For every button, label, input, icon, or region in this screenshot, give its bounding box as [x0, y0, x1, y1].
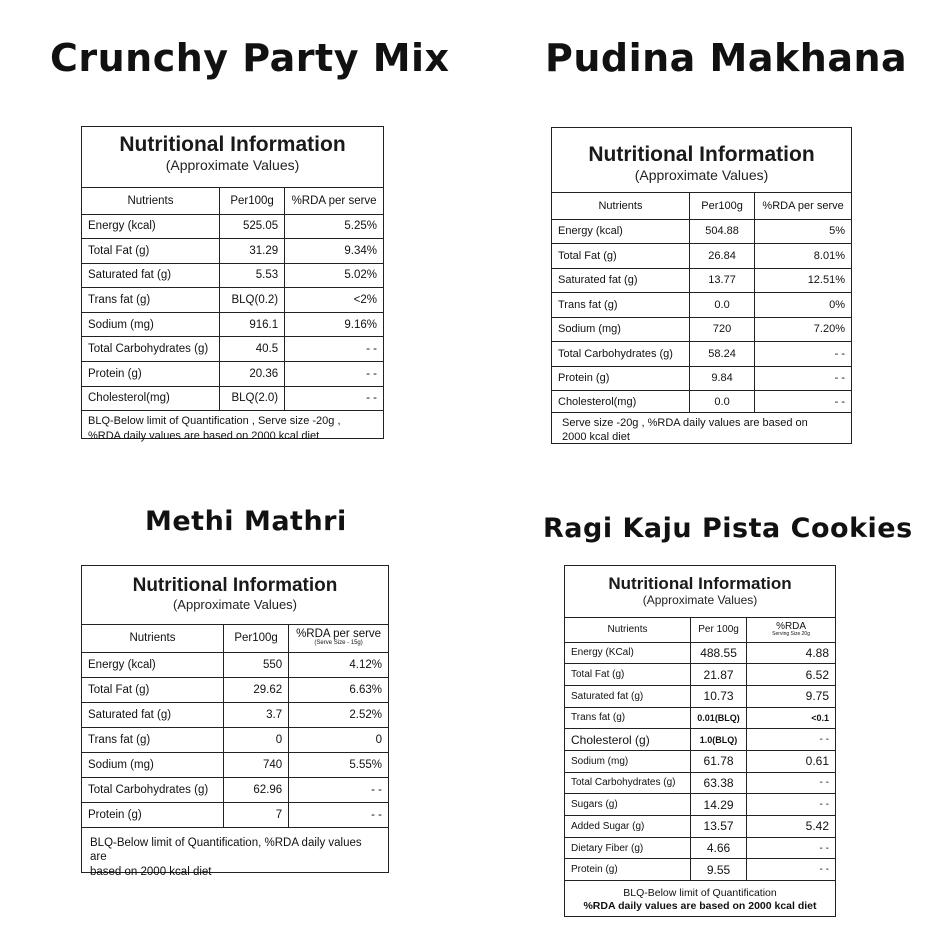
rda-value: 4.88 — [747, 642, 835, 664]
rda-value: - - — [289, 802, 388, 827]
nutrition-panel-pudina-makhana — [551, 127, 852, 444]
per-100g-value: 4.66 — [690, 837, 746, 859]
nutrient-name: Sugars (g) — [565, 794, 690, 816]
per-100g-value: 40.5 — [219, 337, 284, 362]
table-row — [552, 244, 851, 269]
table-row — [552, 366, 851, 391]
per-100g-value: 525.05 — [219, 214, 284, 239]
panel-footnote — [565, 881, 835, 919]
nutrient-name: Cholesterol (g) — [565, 729, 690, 751]
rda-value: - - — [755, 391, 851, 413]
nutrient-name: Saturated fat (g) — [82, 702, 223, 727]
rda-value: 12.51% — [755, 268, 851, 293]
per-100g-value: 3.7 — [223, 702, 288, 727]
footnote-line: BLQ-Below limit of Quantification, %RDA daily values are — [90, 836, 362, 864]
table-row — [82, 802, 388, 827]
nutrient-name: Total Carbohydrates (g) — [82, 777, 223, 802]
nutrient-name: Energy (KCal) — [565, 642, 690, 664]
rda-value: 5.02% — [285, 263, 383, 288]
panel-header — [565, 566, 835, 618]
nutrient-name: Total Fat (g) — [565, 664, 690, 686]
footnote-line: BLQ-Below limit of Quantification , Serve size -20g , — [88, 415, 341, 428]
rda-value: 5.55% — [289, 752, 388, 777]
column-header: Nutrients — [82, 625, 223, 652]
table-row — [565, 837, 835, 859]
table-row — [565, 664, 835, 686]
panel-heading: Nutritional Information — [608, 574, 792, 593]
rda-value: - - — [747, 794, 835, 816]
nutrient-name: Total Carbohydrates (g) — [565, 772, 690, 794]
per-100g-value: 62.96 — [223, 777, 288, 802]
per-100g-value: 1.0(BLQ) — [690, 729, 746, 751]
table-row — [82, 652, 388, 677]
column-header: Nutrients — [565, 618, 690, 642]
rda-value: - - — [747, 837, 835, 859]
nutrient-name: Protein (g) — [82, 802, 223, 827]
per-100g-value: 488.55 — [690, 642, 746, 664]
table-row — [552, 391, 851, 413]
table-row — [565, 859, 835, 881]
panel-subheading: (Approximate Values) — [165, 157, 300, 173]
nutrient-name: Saturated fat (g) — [82, 263, 219, 288]
nutrient-name: Total Fat (g) — [82, 239, 219, 264]
panel-header — [82, 566, 388, 625]
per-100g-value: BLQ(0.2) — [219, 288, 284, 313]
table-row — [565, 750, 835, 772]
nutrient-name: Energy (kcal) — [82, 214, 219, 239]
nutrient-name: Saturated fat (g) — [565, 685, 690, 707]
table-row — [82, 677, 388, 702]
nutrition-table — [565, 618, 835, 881]
nutrient-name: Added Sugar (g) — [565, 816, 690, 838]
table-row — [82, 702, 388, 727]
panel-footnote — [82, 828, 388, 889]
table-row — [82, 752, 388, 777]
rda-value: 4.12% — [289, 652, 388, 677]
table-row — [552, 293, 851, 318]
rda-value: 8.01% — [755, 244, 851, 269]
nutrient-name: Trans fat (g) — [552, 293, 689, 318]
column-header-label: %RDA per serve — [296, 628, 382, 641]
per-100g-value: 63.38 — [690, 772, 746, 794]
footnote-line: 2000 kcal diet — [562, 431, 630, 444]
rda-value: 0 — [289, 727, 388, 752]
per-100g-value: 504.88 — [689, 219, 754, 244]
per-100g-value: 31.29 — [219, 239, 284, 264]
per-100g-value: 7 — [223, 802, 288, 827]
panel-heading: Nutritional Information — [588, 143, 815, 166]
panel-heading: Nutritional Information — [132, 575, 338, 596]
product-title-crunchy-party-mix: Crunchy Party Mix — [50, 36, 450, 80]
nutrient-name: Trans fat (g) — [82, 288, 219, 313]
column-header — [747, 618, 835, 642]
nutrient-name: Total Fat (g) — [552, 244, 689, 269]
column-header: Nutrients — [552, 193, 689, 219]
table-row — [82, 386, 383, 411]
panel-heading: Nutritional Information — [119, 133, 346, 156]
table-row — [552, 342, 851, 367]
nutrient-name: Protein (g) — [82, 362, 219, 387]
nutrient-name: Sodium (mg) — [565, 750, 690, 772]
rda-value: - - — [747, 729, 835, 751]
per-100g-value: 13.77 — [689, 268, 754, 293]
per-100g-value: 9.84 — [689, 366, 754, 391]
per-100g-value: 9.55 — [690, 859, 746, 881]
nutrient-name: Trans fat (g) — [82, 727, 223, 752]
table-row — [565, 794, 835, 816]
rda-value: 2.52% — [289, 702, 388, 727]
rda-value: 9.75 — [747, 685, 835, 707]
table-row — [565, 816, 835, 838]
rda-value: 5.42 — [747, 816, 835, 838]
rda-value: 7.20% — [755, 317, 851, 342]
footnote-line: BLQ-Below limit of Quantification — [623, 887, 777, 900]
table-row — [552, 317, 851, 342]
per-100g-value: 0 — [223, 727, 288, 752]
nutrition-panel-ragi-kaju-pista-cookies — [564, 565, 836, 917]
serving-size-note: Serving Size 20g — [772, 630, 810, 637]
footnote-line: %RDA daily values are based on 2000 kcal diet — [583, 900, 817, 913]
rda-value: 5.25% — [285, 214, 383, 239]
column-header: Per100g — [689, 193, 754, 219]
rda-value: - - — [289, 777, 388, 802]
nutrition-table — [552, 193, 851, 413]
table-header-row — [552, 193, 851, 219]
nutrient-name: Protein (g) — [552, 366, 689, 391]
table-row — [565, 685, 835, 707]
nutrition-panel-methi-mathri — [81, 565, 389, 879]
per-100g-value: 58.24 — [689, 342, 754, 367]
panel-header — [82, 127, 383, 188]
per-100g-value: 29.62 — [223, 677, 288, 702]
table-header-row — [82, 188, 383, 214]
nutrient-name: Sodium (mg) — [82, 752, 223, 777]
rda-value: 0.61 — [747, 750, 835, 772]
nutrition-table — [82, 625, 388, 828]
nutrient-name: Dietary Fiber (g) — [565, 837, 690, 859]
table-row — [82, 727, 388, 752]
rda-value: 5% — [755, 219, 851, 244]
serve-size-note: (Serve Size - 15g) — [314, 640, 363, 647]
per-100g-value: BLQ(2.0) — [219, 386, 284, 411]
table-row — [82, 288, 383, 313]
nutrient-name: Cholesterol(mg) — [82, 386, 219, 411]
per-100g-value: 13.57 — [690, 816, 746, 838]
nutrient-name: Protein (g) — [565, 859, 690, 881]
rda-value: <2% — [285, 288, 383, 313]
per-100g-value: 5.53 — [219, 263, 284, 288]
table-row — [82, 263, 383, 288]
rda-value: <0.1 — [747, 707, 835, 729]
product-title-pudina-makhana: Pudina Makhana — [545, 36, 908, 80]
rda-value: 9.34% — [285, 239, 383, 264]
footnote-line: Serve size -20g , %RDA daily values are based on — [562, 417, 808, 429]
nutrient-name: Total Fat (g) — [82, 677, 223, 702]
panel-footnote — [552, 413, 851, 448]
table-row — [82, 337, 383, 362]
nutrition-table — [82, 188, 383, 411]
footnote-line: based on 2000 kcal diet — [90, 866, 212, 879]
table-row — [82, 777, 388, 802]
per-100g-value: 0.0 — [689, 293, 754, 318]
nutrient-name: Sodium (mg) — [82, 312, 219, 337]
rda-value: 9.16% — [285, 312, 383, 337]
column-header: Nutrients — [82, 188, 219, 214]
rda-value: - - — [285, 362, 383, 387]
column-header: Per100g — [219, 188, 284, 214]
per-100g-value: 0.0 — [689, 391, 754, 413]
table-row — [552, 268, 851, 293]
nutrient-name: Sodium (mg) — [552, 317, 689, 342]
table-row — [82, 239, 383, 264]
column-header — [289, 625, 388, 652]
nutrient-name: Total Carbohydrates (g) — [552, 342, 689, 367]
rda-value: - - — [755, 342, 851, 367]
per-100g-value: 10.73 — [690, 685, 746, 707]
footnote-line: %RDA daily values are based on 2000 kcal diet — [88, 429, 320, 442]
per-100g-value: 550 — [223, 652, 288, 677]
table-row — [565, 729, 835, 751]
table-row — [82, 214, 383, 239]
nutrient-name: Cholesterol(mg) — [552, 391, 689, 413]
table-header-row — [82, 625, 388, 652]
per-100g-value: 20.36 — [219, 362, 284, 387]
table-row — [565, 772, 835, 794]
per-100g-value: 21.87 — [690, 664, 746, 686]
nutrient-name: Saturated fat (g) — [552, 268, 689, 293]
nutrition-panel-crunchy-party-mix — [81, 126, 384, 442]
panel-header — [552, 128, 851, 193]
panel-subheading: (Approximate Values) — [634, 167, 769, 183]
rda-value: 0% — [755, 293, 851, 318]
column-header: Per100g — [223, 625, 288, 652]
rda-value: - - — [285, 386, 383, 411]
table-row — [565, 642, 835, 664]
column-header: %RDA per serve — [285, 188, 383, 214]
table-header-row — [565, 618, 835, 642]
column-header: Per 100g — [690, 618, 746, 642]
rda-value: - - — [285, 337, 383, 362]
per-100g-value: 14.29 — [690, 794, 746, 816]
per-100g-value: 26.84 — [689, 244, 754, 269]
per-100g-value: 61.78 — [690, 750, 746, 772]
panel-footnote — [82, 411, 383, 446]
per-100g-value: 720 — [689, 317, 754, 342]
per-100g-value: 740 — [223, 752, 288, 777]
product-title-methi-mathri: Methi Mathri — [145, 506, 347, 537]
table-row — [565, 707, 835, 729]
per-100g-value: 0.01(BLQ) — [690, 707, 746, 729]
table-row — [82, 312, 383, 337]
rda-value: 6.63% — [289, 677, 388, 702]
rda-value: 6.52 — [747, 664, 835, 686]
table-row — [552, 219, 851, 244]
panel-subheading: (Approximate Values) — [172, 597, 298, 612]
table-row — [82, 362, 383, 387]
nutrient-name: Trans fat (g) — [565, 707, 690, 729]
nutrient-name: Total Carbohydrates (g) — [82, 337, 219, 362]
product-title-ragi-kaju-pista-cookies: Ragi Kaju Pista Cookies — [543, 513, 913, 544]
nutrient-name: Energy (kcal) — [82, 652, 223, 677]
rda-value: - - — [747, 859, 835, 881]
per-100g-value: 916.1 — [219, 312, 284, 337]
nutrient-name: Energy (kcal) — [552, 219, 689, 244]
rda-value: - - — [755, 366, 851, 391]
column-header-label: %RDA — [776, 620, 807, 632]
panel-subheading: (Approximate Values) — [642, 593, 758, 607]
rda-value: - - — [747, 772, 835, 794]
column-header: %RDA per serve — [755, 193, 851, 219]
